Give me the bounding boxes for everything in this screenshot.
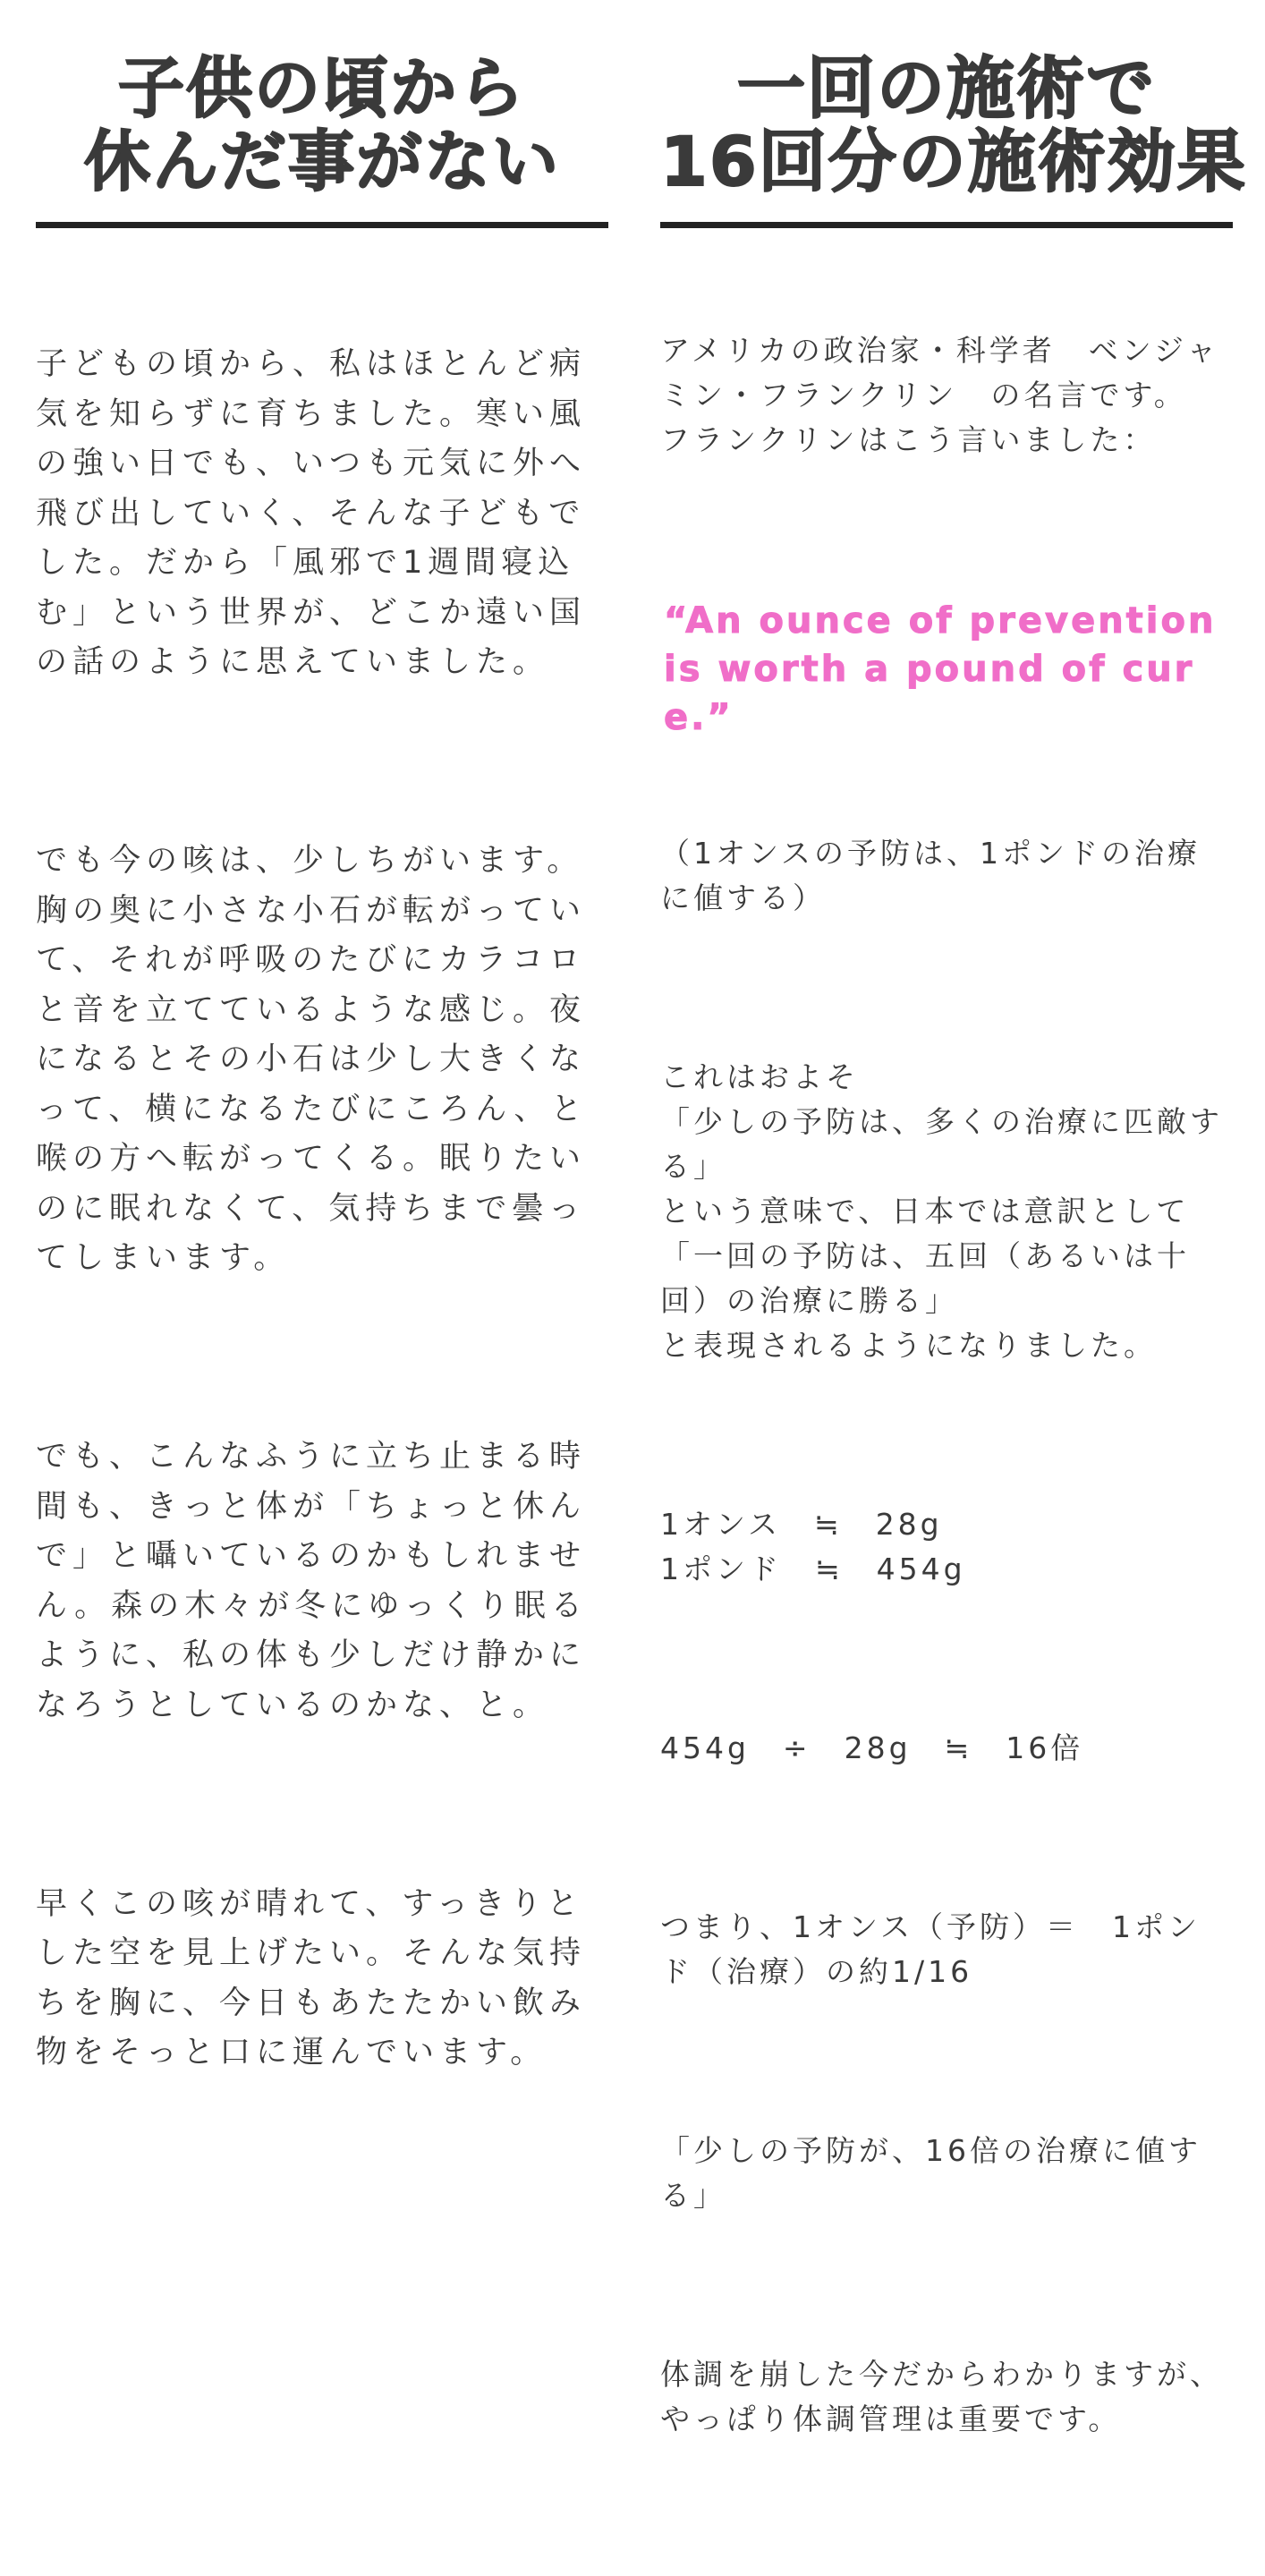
left-divider [36, 222, 608, 228]
left-paragraph-3: でも、こんなふうに立ち止まる時間も、きっと体が「ちょっと休んで」と囁いているのかもしれません。森の木々が冬にゆっくり眠るように、私の体も少しだけ静かになろうとしているのかな、と。 [36, 1439, 588, 1723]
right-column [660, 0, 1247, 2576]
explanation-text: これはおよそ 「少しの予防は、多くの治療に匹敵する」 という意味で、日本では意訳として 「一回の予防は、五回（あるいは十回）の治療に勝る」 と表現されるようになりました。 [660, 1059, 1223, 1363]
value-text: 「少しの予防が、16倍の治療に値する」 [660, 2133, 1201, 2213]
english-quote: “An ounce of prevention is worth a pound of cure.” [664, 600, 1232, 738]
right-heading-line-1: 一回の施術で [737, 48, 1156, 128]
conclusion-text: つまり、1オンス（予防）＝ 1ポンド（治療）の約1/16 [660, 1909, 1201, 1989]
unit-conversion: 1オンス ≒ 28g 1ポンド ≒ 454g [660, 1507, 966, 1586]
right-divider [660, 222, 1233, 228]
left-paragraph-4: 早くこの咳が晴れて、すっきりとした空を見上げたい。そんな気持ちを胸に、今日もあたたかい飲み物をそっと口に運んでいます。 [36, 1885, 587, 2070]
right-heading [660, 0, 1247, 201]
left-heading-line-1: 子供の頃から [118, 50, 526, 127]
left-paragraph-2: でも今の咳は、少しちがいます。胸の奥に小さな小石が転がっていて、それが呼吸のたびにカラコロと音を立てているような感じ。夜になるとその小石は少し大きくなって、横になるたびにころん、と喉の方へ転がってくる。眠りたいのに眠れなくて、気持ちまで曇ってしまいます。 [36, 843, 588, 1276]
calculation-text: 454g ÷ 28g ≒ 16倍 [660, 1730, 1084, 1765]
closing-text: 体調を崩した今だからわかりますが、やっぱり体調管理は重要です。 [660, 2357, 1223, 2436]
left-heading [36, 0, 608, 199]
quote-translation: （1オンスの予防は、1ポンドの治療に値する） [660, 836, 1201, 915]
right-heading-line-2: 16回分の施術効果 [660, 122, 1247, 201]
intro-text: アメリカの政治家・科学者 ベンジャミン・フランクリン の名言です。 フランクリンはこう言いました： [660, 333, 1220, 457]
left-body [36, 241, 608, 2227]
left-column [36, 0, 608, 2227]
left-heading-line-2: 休んだ事がない [84, 123, 560, 200]
right-body [660, 239, 1233, 2576]
left-paragraph-1: 子どもの頃から、私はほとんど病気を知らずに育ちました。寒い風の強い日でも、いつも元気に外へ飛び出していく、そんな子どもでした。だから「風邪で1週間寝込む」という世界が、どこか遠い国の話のように思えていました。 [36, 346, 587, 680]
